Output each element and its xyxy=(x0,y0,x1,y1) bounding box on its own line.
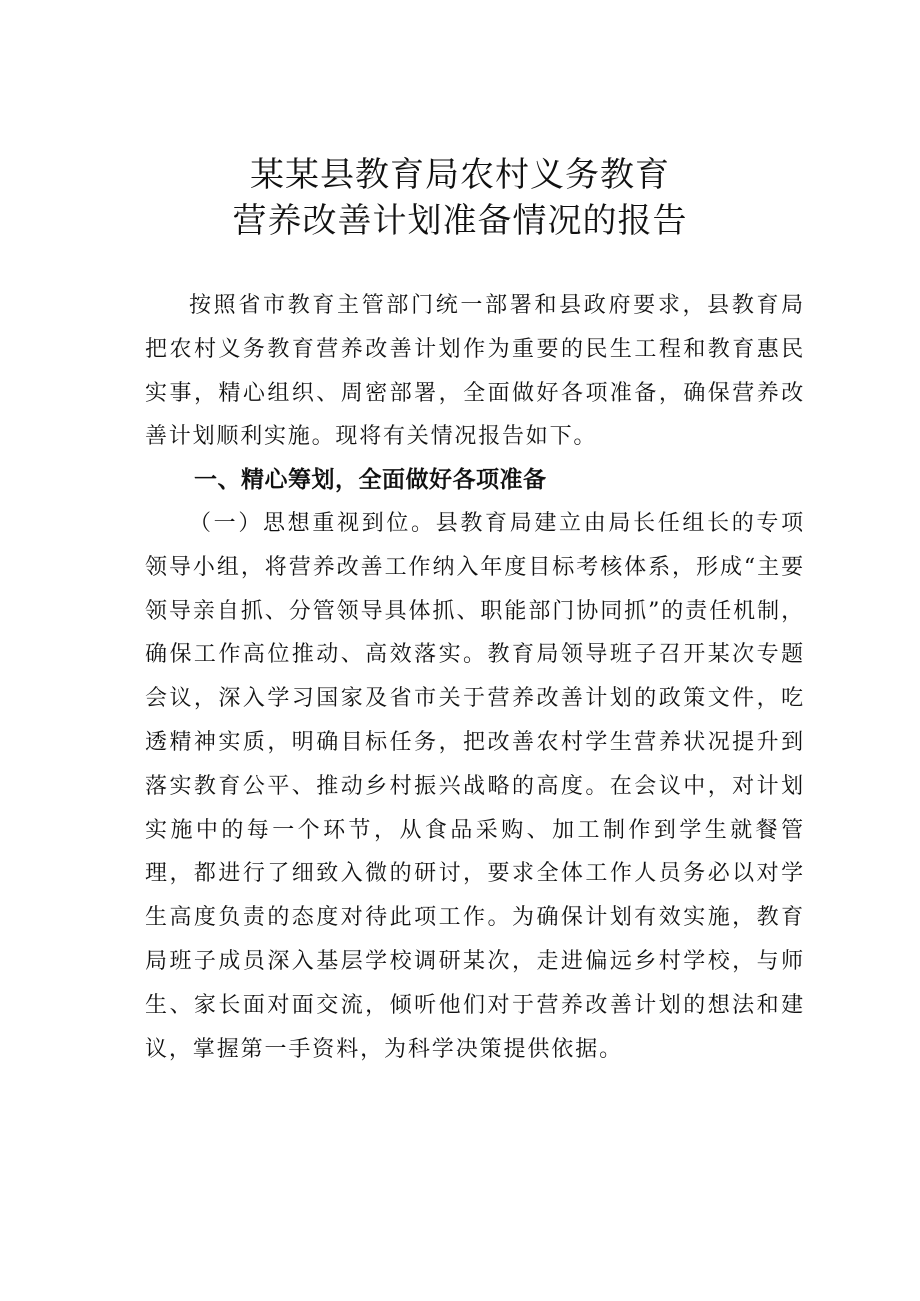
section-1-paragraph-1: （一）思想重视到位。县教育局建立由局长任组长的专项领导小组，将营养改善工作纳入年度目标考核体系，形成“主要领导亲自抓、分管领导具体抓、职能部门协同抓”的责任机制，确保工作高位推动、高效落实。教育局领导班子召开某次专题会议，深入学习国家及省市关于营养改善计划的政策文件，吃透精神实质，明确目标任务，把改善农村学生营养状况提升到落实教育公平、推动乡村振兴战略的高度。在会议中，对计划实施中的每一个环节，从食品采购、加工制作到学生就餐管理，都进行了细致入微的研讨，要求全体工作人员务必以对学生高度负责的态度对待此项工作。为确保计划有效实施，教育局班子成员深入基层学校调研某次，走进偏远乡村学校，与师生、家长面对面交流，倾听他们对于营养改善计划的想法和建议，掌握第一手资料，为科学决策提供依据。 xyxy=(145,511,805,1062)
document-title-line-1: 某某县教育局农村义务教育 xyxy=(250,155,670,195)
intro-paragraph: 按照省市教育主管部门统一部署和县政府要求，县教育局把农村义务教育营养改善计划作为重要的民生工程和教育惠民实事，精心组织、周密部署，全面做好各项准备，确保营养改善计划顺利实施。现将有关情况报告如下。 xyxy=(145,293,805,450)
section-1-heading: 一、精心筹划，全面做好各项准备 xyxy=(194,467,547,493)
document-title-line-2: 营养改善计划准备情况的报告 xyxy=(232,201,688,241)
